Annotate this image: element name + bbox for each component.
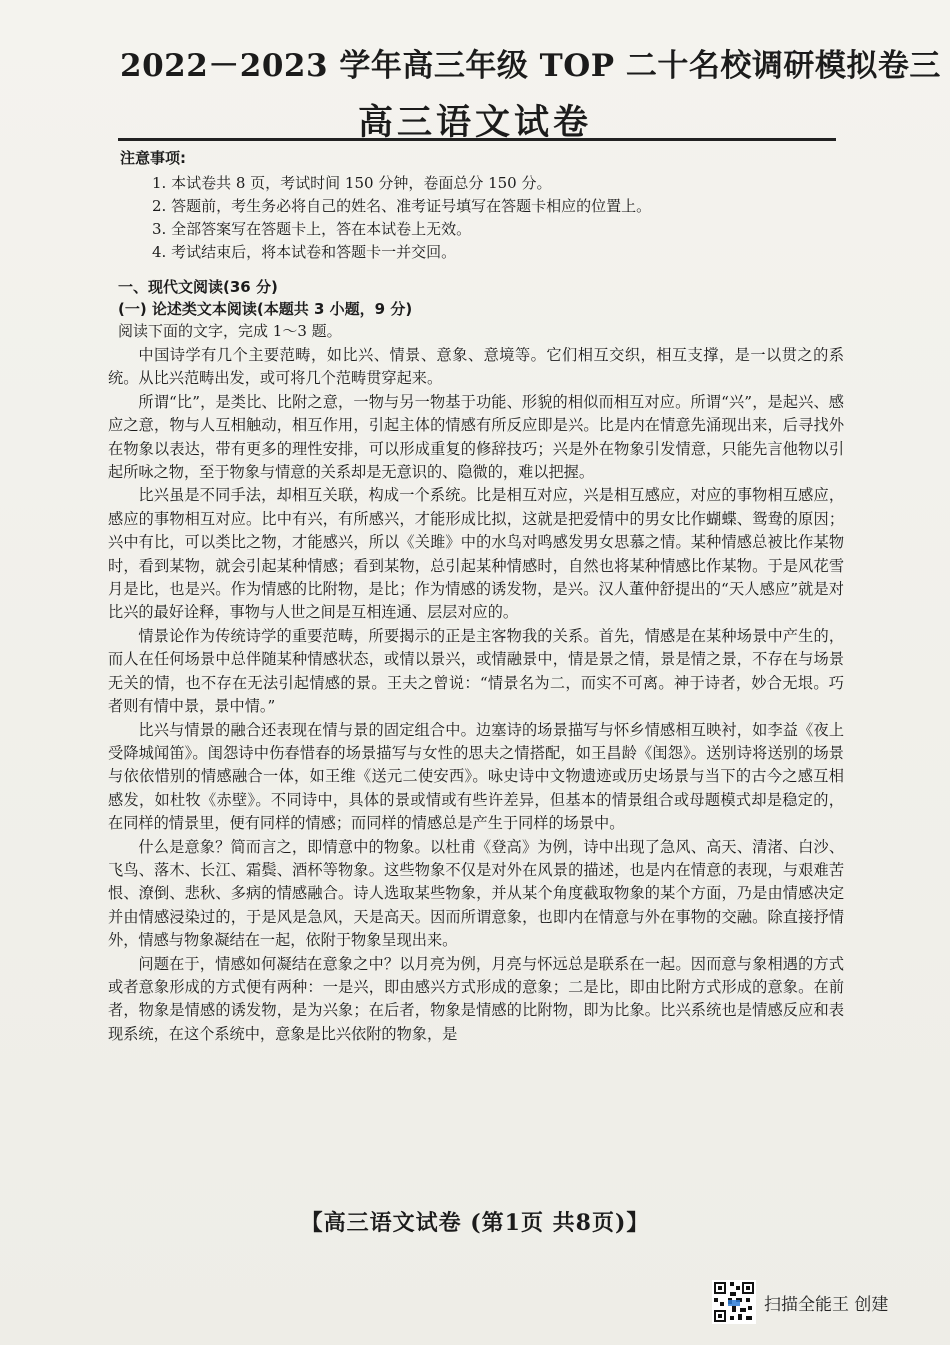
passage-paragraph: 什么是意象？简而言之，即情意中的物象。以杜甫《登高》为例，诗中出现了急风、高天、清渚、白沙、飞鸟、落木、长江、霜鬓、酒杯等物象。这些物象不仅是对外在风景的描述，也是内在情意的表现，与艰难苦恨、潦倒、悲秋、多病的情感融合。诗人选取某些物象，并从某个角度截取物象的某个方面，乃是由情感决定并由情感浸染过的，于是风是急风，天是高天。因而所谓意象，也即内在情意与外在事物的交融。除直接抒情外，情感与物象凝结在一起，依附于物象呈现出来。 — [108, 837, 844, 950]
exam-title: 2022－2023 学年高三年级 TOP 二十名校调研模拟卷三 — [120, 48, 941, 84]
qr-code-icon — [712, 1280, 756, 1324]
passage-paragraph: 中国诗学有几个主要范畴，如比兴、情景、意象、意境等。它们相互交织，相互支撑，是一以贯之的系统。从比兴范畴出发，或可将几个范畴贯穿起来。 — [108, 346, 844, 388]
passage-paragraph: 情景论作为传统诗学的重要范畴，所要揭示的正是主客物我的关系。首先，情感是在某种场景中产生的，而人在任何场景中总伴随某种情感状态，或情以景兴，或情融景中，情是景之情，景是情之景，不存在与场景无关的情，也不存在无法引起情感的景。王夫之曾说：“情景名为二，而实不可离。神于诗者，妙合无垠。巧者则有情中景，景中情。” — [108, 626, 844, 716]
passage-paragraph: 问题在于，情感如何凝结在意象之中？以月亮为例，月亮与怀远总是联系在一起。因而意与象相遇的方式或者意象形成的方式便有两种：一是兴，即由感兴方式形成的意象；二是比，即由比附方式形成的意象。在前者，物象是情感的诱发物，是为兴象；在后者，物象是情感的比附物，即为比象。比兴系统也是情感反应和表现系统，在这个系统中，意象是比兴依附的物象，是 — [108, 954, 844, 1043]
passage-paragraph: 比兴虽是不同手法，却相互关联，构成一个系统。比是相互对应，兴是相互感应，对应的事物相互感应，感应的事物相互对应。比中有兴，有所感兴，才能形成比拟，这就是把爱情中的男女比作蝴蝶、鸳鸯的原因；兴中有比，可以类比之物，才能感兴，所以《关雎》中的水鸟对鸣感发男女思慕之情。某种情感总被比作某物时，看到某物，就会引起某种情感；看到某物，总引起某种情感时，自然也将某种情感比作某物。于是风花雪月是比，也是兴。作为情感的比附物，是比；作为情感的诱发物，是兴。汉人董仲舒提出的“天人感应”就是对比兴的最好诠释，事物与人世之间是互相连通、层层对应的。 — [108, 486, 844, 622]
title-divider — [118, 138, 836, 141]
page-footer: 【高三语文试卷 (第1页 共8页)】 — [300, 1210, 650, 1236]
scanner-app-label: 扫描全能王 创建 — [764, 1294, 889, 1315]
note-item: 1. 本试卷共 8 页，考试时间 150 分钟，卷面总分 150 分。 — [152, 174, 552, 192]
reading-instruction: 阅读下面的文字，完成 1～3 题。 — [118, 322, 342, 340]
reading-passage — [108, 344, 844, 1046]
note-item: 2. 答题前，考生务必将自己的姓名、准考证号填写在答题卡相应的位置上。 — [152, 197, 652, 215]
scanner-watermark — [712, 1280, 888, 1324]
passage-paragraph: 所谓“比”，是类比、比附之意，一物与另一物基于功能、形貌的相似而相互对应。所谓“兴”，是起兴、感应之意，物与人互相触动，相互作用，引起主体的情感有所反应即是兴。比是内在情意先涌现出来，后寻找外在物象以表达，带有更多的理性安排，可以形成重复的修辞技巧；兴是外在物象引发情意，只能先言他物以引起所咏之物，至于物象与情意的关系却是无意识的、隐微的，难以把握。 — [108, 392, 844, 482]
passage-paragraph: 比兴与情景的融合还表现在情与景的固定组合中。边塞诗的场景描写与怀乡情感相互映衬，如李益《夜上受降城闻笛》。闺怨诗中伤春惜春的场景描写与女性的思夫之情搭配，如王昌龄《闺怨》。送别诗将送别的场景与依依惜别的情感融合一体，如王维《送元二使安西》。咏史诗中文物遗迹或历史场景与当下的古今之感互相感发，如杜牧《赤壁》。不同诗中，具体的景或情或有些许差异，但基本的情景组合或母题模式却是稳定的，在同样的情景里，便有同样的情感；而同样的情感总是产生于同样的场景中。 — [108, 720, 844, 833]
section-heading: 一、现代文阅读(36 分) — [118, 278, 278, 296]
exam-subtitle: 高三语文试卷 — [357, 102, 592, 143]
note-item: 4. 考试结束后，将本试卷和答题卡一并交回。 — [152, 243, 457, 261]
notes-heading: 注意事项: — [120, 149, 186, 167]
note-item: 3. 全部答案写在答题卡上，答在本试卷上无效。 — [152, 220, 472, 238]
subsection-heading: (一) 论述类文本阅读(本题共 3 小题，9 分) — [118, 300, 413, 318]
